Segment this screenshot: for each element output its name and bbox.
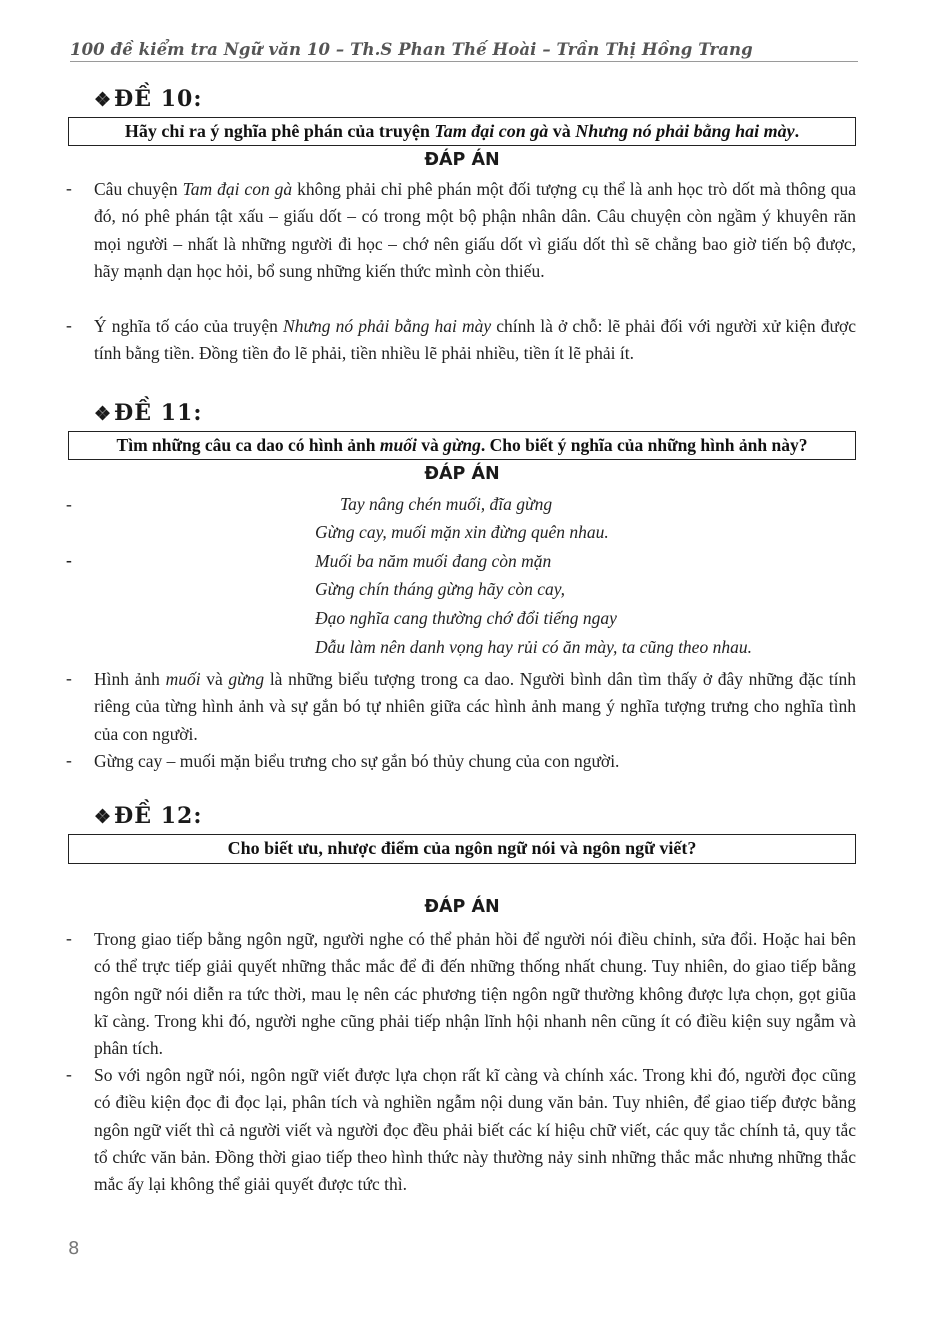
question-text: Hãy chỉ ra ý nghĩa phê phán của truyện — [124, 121, 435, 141]
text-run: chính là ở chỗ: lẽ phải đối với người xử kiện được tính bằng tiền. Đồng tiền đo lẽ phải, tiền nhiều lẽ phải nhiều, tiền ít lẽ phải ít. — [94, 316, 856, 364]
question-title-italic: Nhưng nó phải bằng hai mày — [575, 121, 795, 141]
bullet-dash: - — [66, 550, 72, 570]
question-text: . — [794, 121, 800, 141]
poem-line: Gừng chín tháng gừng hãy còn cay, — [315, 579, 565, 599]
text-run: Câu chuyện — [94, 179, 183, 199]
section-title-de-10 — [94, 86, 202, 112]
question-text: và — [416, 435, 444, 455]
bullet-dash: - — [66, 1064, 72, 1084]
section-title-de-11 — [94, 400, 202, 426]
question-text: Tìm những câu ca dao có hình ảnh — [116, 435, 380, 455]
bullet-dash: - — [66, 668, 72, 688]
answer-paragraph — [94, 313, 856, 368]
diamond-bullet-icon: ❖ — [94, 806, 113, 828]
section-title-text: ĐỀ 10: — [114, 86, 203, 112]
running-header: 100 đề kiểm tra Ngữ văn 10 – Th.S Phan Thế Hoài – Trần Thị Hồng Trang — [70, 40, 858, 62]
poem-line: Gừng cay, muối mặn xin đừng quên nhau. — [315, 522, 609, 542]
poem-line: Muối ba năm muối đang còn mặn — [315, 551, 552, 571]
bullet-dash: - — [66, 928, 72, 948]
diamond-bullet-icon: ❖ — [94, 403, 113, 425]
bullet-dash: - — [66, 315, 72, 335]
question-box-de-12: Cho biết ưu, nhược điểm của ngôn ngữ nói và ngôn ngữ viết? — [68, 834, 856, 864]
answer-paragraph: Trong giao tiếp bằng ngôn ngữ, người nghe có thể phản hồi để người nói điều chỉnh, sửa đổi. Hoặc hai bên có thể trực tiếp giải quyết những thắc mắc để đi đến những thống nhất chung. Tuy nhiên, do giao tiếp bằng ngôn ngữ nói diễn ra tức thời, mau lẹ nên các phương tiện ngôn ngữ thường không được lựa chọn, gọt giũa kĩ càng. Trong khi đó, người nghe cũng phải tiếp nhận lĩnh hội nhanh nên cũng ít có điều kiện suy ngẫm và phân tích. — [94, 929, 856, 1059]
answer-heading-de-11: ĐÁP ÁN — [424, 464, 500, 484]
section-title-text: ĐỀ 11: — [114, 400, 203, 426]
diamond-bullet-icon: ❖ — [94, 89, 113, 111]
question-title-italic: Tam đại con gà — [434, 121, 549, 141]
poem-line: Tay nâng chén muối, đĩa gừng — [340, 494, 553, 514]
answer-paragraph — [94, 176, 856, 285]
question-word-italic: gừng — [443, 435, 481, 455]
bullet-dash: - — [66, 178, 72, 198]
answer-paragraph: Gừng cay – muối mặn biểu trưng cho sự gắn bó thủy chung của con người. — [94, 751, 620, 771]
poem-line: Đạo nghĩa cang thường chớ đổi tiếng ngay — [315, 608, 617, 628]
poem-line: Dẫu làm nên danh vọng hay rủi có ăn mày, ta cũng theo nhau. — [315, 637, 752, 657]
text-run: không phải chỉ phê phán một đối tượng cụ thể là anh học trò dốt mà thông qua đó, nó phê phán tật xấu – giấu dốt – có trong một bộ phận nhân dân. Câu chuyện còn ngầm ý khuyên răn mọi người – nhất là những người đi học – chớ nên giấu dốt vì giấu dốt thì sẽ chẳng bao giờ tiến bộ được, hãy mạnh dạn học hỏi, bổ sung những kiến thức mình còn thiếu. — [94, 179, 856, 281]
section-title-de-12 — [94, 803, 202, 829]
question-box-de-11 — [68, 431, 856, 460]
text-run: Ý nghĩa tố cáo của truyện — [94, 316, 284, 336]
story-title-italic: Tam đại con gà — [182, 179, 293, 199]
word-italic: gừng — [228, 669, 265, 689]
answer-heading-de-12: ĐÁP ÁN — [424, 897, 500, 917]
answer-paragraph: So với ngôn ngữ nói, ngôn ngữ viết được lựa chọn rất kĩ càng và chính xác. Trong khi đó, người đọc cũng có điều kiện đọc đi đọc lại, phân tích và nghiền ngẫm nội dung văn bản. Tuy nhiên, để giao tiếp được bằng ngôn ngữ viết thì cả người viết và người đọc đều phải biết các kí hiệu chữ viết, các quy tắc chính tả, quy tắc tổ chức văn bản. Đồng thời giao tiếp theo hình thức này thường nảy sinh những thắc mắc nhưng những thắc mắc ấy lại không thể giải quyết được tức thì. — [94, 1065, 856, 1195]
question-box-de-10 — [68, 117, 856, 146]
answer-heading-de-10: ĐÁP ÁN — [424, 150, 500, 170]
word-italic: muối — [165, 669, 201, 689]
text-run: Hình ảnh — [94, 669, 166, 689]
bullet-dash: - — [66, 494, 72, 514]
answer-paragraph — [94, 666, 856, 748]
question-word-italic: muối — [379, 435, 417, 455]
text-run: là những biểu tượng trong ca dao. Người bình dân tìm thấy ở đây những đặc tính riêng của từng hình ảnh và sự gắn bó tự nhiên giữa các hình ảnh mang ý nghĩa tượng trưng cho nghĩa tình của con người. — [94, 669, 856, 744]
text-run: và — [200, 669, 229, 689]
question-text: . Cho biết ý nghĩa của những hình ảnh này? — [480, 435, 808, 455]
section-title-text: ĐỀ 12: — [114, 803, 203, 829]
page-number: 8 — [68, 1238, 80, 1259]
bullet-dash: - — [66, 750, 72, 770]
question-text: và — [548, 121, 576, 141]
story-title-italic: Nhưng nó phải bằng hai mày — [283, 316, 492, 336]
